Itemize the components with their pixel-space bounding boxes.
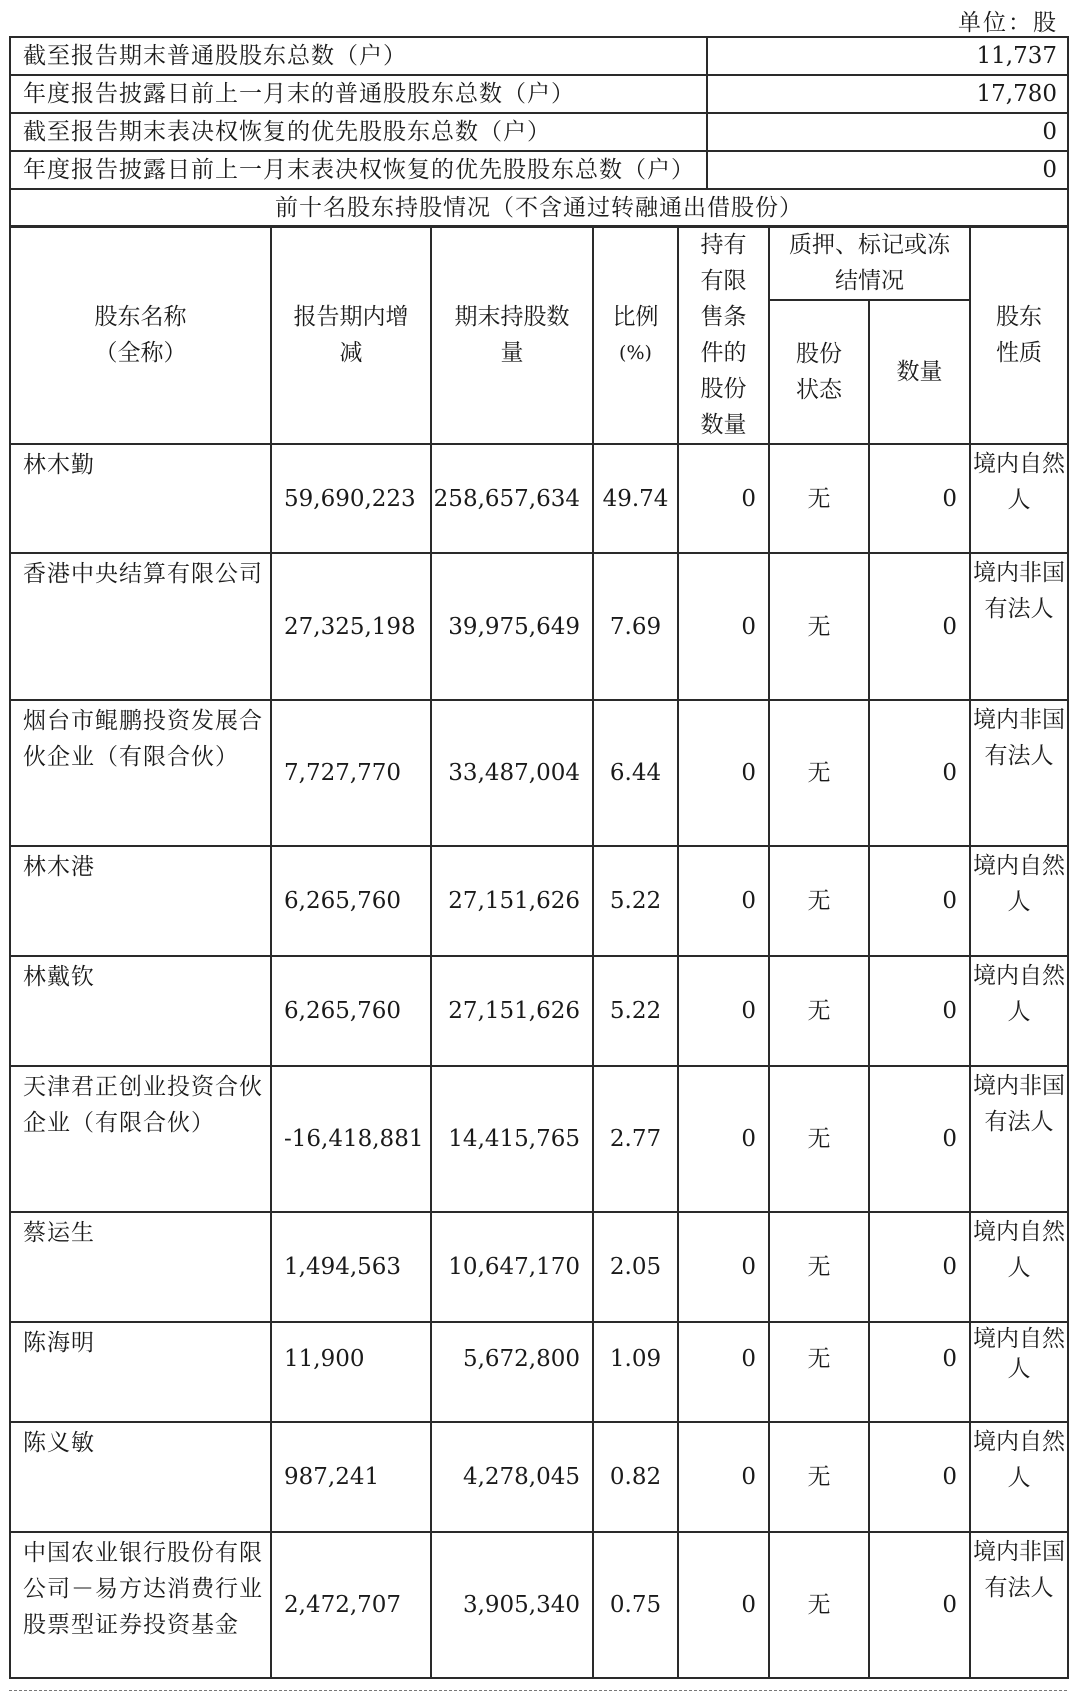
holder-ratio: 5.22 bbox=[593, 956, 678, 1066]
header-change bbox=[271, 226, 431, 444]
table-row bbox=[10, 1322, 1068, 1422]
header-share-status bbox=[769, 300, 869, 444]
header-text: 状态 bbox=[796, 377, 842, 403]
holder-status: 无 bbox=[769, 1532, 869, 1678]
header-text: 报告期内增 bbox=[293, 304, 409, 330]
summary-label: 截至报告期末普通股股东总数（户） bbox=[10, 37, 707, 75]
table-row bbox=[10, 553, 1068, 700]
holder-name: 林木勤 bbox=[10, 444, 271, 553]
header-quantity: 数量 bbox=[869, 300, 970, 444]
holder-ratio: 0.75 bbox=[593, 1532, 678, 1678]
holder-nature: 境内非国有法人 bbox=[970, 1532, 1068, 1678]
table-row bbox=[10, 1532, 1068, 1678]
holder-restricted: 0 bbox=[678, 553, 769, 700]
header-text: 量 bbox=[500, 340, 524, 366]
holder-nature: 境内自然人 bbox=[970, 956, 1068, 1066]
header-text: 股东 bbox=[996, 304, 1042, 330]
holder-status: 无 bbox=[769, 553, 869, 700]
header-text: 结情况 bbox=[835, 268, 904, 294]
header-text: 减 bbox=[339, 340, 363, 366]
holder-change: -16,418,881 bbox=[271, 1066, 431, 1212]
header-text: 数量 bbox=[700, 412, 747, 438]
holder-ratio: 1.09 bbox=[593, 1322, 678, 1422]
holder-restricted: 0 bbox=[678, 1212, 769, 1322]
holder-status: 无 bbox=[769, 1212, 869, 1322]
holder-name: 林木港 bbox=[10, 846, 271, 956]
header-text: 期末持股数 bbox=[454, 304, 570, 330]
holder-quantity: 0 bbox=[869, 1422, 970, 1532]
holder-change: 987,241 bbox=[271, 1422, 431, 1532]
page-bottom-divider bbox=[9, 1690, 1067, 1691]
holder-nature: 境内非国有法人 bbox=[970, 700, 1068, 846]
holder-name: 烟台市鲲鹏投资发展合伙企业（有限合伙） bbox=[10, 700, 271, 846]
holder-status: 无 bbox=[769, 1322, 869, 1422]
holder-change: 1,494,563 bbox=[271, 1212, 431, 1322]
holder-name: 天津君正创业投资合伙企业（有限合伙） bbox=[10, 1066, 271, 1212]
header-text: 售条 bbox=[700, 304, 747, 330]
holder-status: 无 bbox=[769, 1422, 869, 1532]
summary-row bbox=[10, 37, 1068, 75]
table-row bbox=[10, 1212, 1068, 1322]
table-row bbox=[10, 1066, 1068, 1212]
holder-change: 7,727,770 bbox=[271, 700, 431, 846]
holder-shares: 33,487,004 bbox=[431, 700, 593, 846]
holder-nature: 境内非国有法人 bbox=[970, 1066, 1068, 1212]
summary-value: 17,780 bbox=[707, 75, 1068, 113]
header-text: (%) bbox=[619, 342, 652, 364]
table-row bbox=[10, 1422, 1068, 1532]
holder-restricted: 0 bbox=[678, 1066, 769, 1212]
holder-change: 59,690,223 bbox=[271, 444, 431, 553]
holder-shares: 39,975,649 bbox=[431, 553, 593, 700]
holder-shares: 3,905,340 bbox=[431, 1532, 593, 1678]
holder-ratio: 7.69 bbox=[593, 553, 678, 700]
holder-ratio: 2.77 bbox=[593, 1066, 678, 1212]
header-text: 件的 bbox=[700, 340, 747, 366]
header-text: 股份 bbox=[796, 341, 842, 367]
holder-status: 无 bbox=[769, 444, 869, 553]
holder-nature: 境内自然人 bbox=[970, 846, 1068, 956]
header-ratio bbox=[593, 226, 678, 444]
header-text: 股份 bbox=[700, 376, 747, 402]
holder-ratio: 5.22 bbox=[593, 846, 678, 956]
holder-quantity: 0 bbox=[869, 553, 970, 700]
summary-row bbox=[10, 75, 1068, 113]
holder-restricted: 0 bbox=[678, 846, 769, 956]
table-row bbox=[10, 846, 1068, 956]
holder-status: 无 bbox=[769, 956, 869, 1066]
shareholder-summary-table bbox=[9, 36, 1069, 228]
holder-change: 6,265,760 bbox=[271, 846, 431, 956]
unit-label: 单位：股 bbox=[958, 10, 1058, 36]
holder-restricted: 0 bbox=[678, 444, 769, 553]
holder-name: 蔡运生 bbox=[10, 1212, 271, 1322]
holder-name: 香港中央结算有限公司 bbox=[10, 553, 271, 700]
header-text: 有限 bbox=[700, 268, 747, 294]
header-restricted-shares bbox=[678, 226, 769, 444]
holder-nature: 境内自然人 bbox=[970, 444, 1068, 553]
holder-change: 11,900 bbox=[271, 1322, 431, 1422]
holder-restricted: 0 bbox=[678, 1322, 769, 1422]
holder-nature: 境内自然人 bbox=[970, 1322, 1068, 1422]
holder-status: 无 bbox=[769, 700, 869, 846]
holder-ratio: 0.82 bbox=[593, 1422, 678, 1532]
holder-shares: 10,647,170 bbox=[431, 1212, 593, 1322]
holder-nature: 境内非国有法人 bbox=[970, 553, 1068, 700]
header-text: 比例 bbox=[612, 304, 659, 330]
holder-shares: 258,657,634 bbox=[431, 444, 593, 553]
summary-label: 截至报告期末表决权恢复的优先股股东总数（户） bbox=[10, 113, 707, 151]
holder-nature: 境内自然人 bbox=[970, 1422, 1068, 1532]
summary-label: 年度报告披露日前上一月末表决权恢复的优先股股东总数（户） bbox=[10, 151, 707, 189]
holder-shares: 5,672,800 bbox=[431, 1322, 593, 1422]
header-text: 性质 bbox=[996, 340, 1042, 366]
holder-quantity: 0 bbox=[869, 846, 970, 956]
holder-status: 无 bbox=[769, 846, 869, 956]
table-row bbox=[10, 956, 1068, 1066]
holder-change: 6,265,760 bbox=[271, 956, 431, 1066]
header-shares bbox=[431, 226, 593, 444]
holder-quantity: 0 bbox=[869, 1322, 970, 1422]
holder-name: 陈海明 bbox=[10, 1322, 271, 1422]
holder-ratio: 2.05 bbox=[593, 1212, 678, 1322]
holder-name: 林戴钦 bbox=[10, 956, 271, 1066]
header-text: （全称） bbox=[94, 340, 187, 366]
header-pledge bbox=[769, 226, 970, 300]
table-row bbox=[10, 444, 1068, 553]
holder-name: 陈义敏 bbox=[10, 1422, 271, 1532]
holder-restricted: 0 bbox=[678, 700, 769, 846]
section-title-row bbox=[10, 189, 1068, 227]
holder-change: 2,472,707 bbox=[271, 1532, 431, 1678]
header-text: 质押、标记或冻 bbox=[789, 232, 950, 258]
header-nature bbox=[970, 226, 1068, 444]
header-text: 持有 bbox=[700, 232, 747, 258]
holder-shares: 27,151,626 bbox=[431, 956, 593, 1066]
holder-quantity: 0 bbox=[869, 1212, 970, 1322]
summary-value: 0 bbox=[707, 113, 1068, 151]
table-row bbox=[10, 700, 1068, 846]
holder-name: 中国农业银行股份有限公司－易方达消费行业股票型证券投资基金 bbox=[10, 1532, 271, 1678]
header-holder-name bbox=[10, 226, 271, 444]
holder-quantity: 0 bbox=[869, 1532, 970, 1678]
top-ten-holders-table bbox=[9, 225, 1069, 1679]
holder-ratio: 6.44 bbox=[593, 700, 678, 846]
holder-shares: 14,415,765 bbox=[431, 1066, 593, 1212]
header-row bbox=[10, 226, 1068, 300]
summary-row bbox=[10, 151, 1068, 189]
holder-quantity: 0 bbox=[869, 444, 970, 553]
holder-quantity: 0 bbox=[869, 1066, 970, 1212]
holder-restricted: 0 bbox=[678, 956, 769, 1066]
holder-quantity: 0 bbox=[869, 700, 970, 846]
header-text: 股东名称 bbox=[94, 304, 187, 330]
holder-nature: 境内自然人 bbox=[970, 1212, 1068, 1322]
holder-change: 27,325,198 bbox=[271, 553, 431, 700]
holder-restricted: 0 bbox=[678, 1532, 769, 1678]
holder-status: 无 bbox=[769, 1066, 869, 1212]
holder-shares: 27,151,626 bbox=[431, 846, 593, 956]
section-title: 前十名股东持股情况（不含通过转融通出借股份） bbox=[10, 189, 1068, 227]
summary-value: 0 bbox=[707, 151, 1068, 189]
summary-row bbox=[10, 113, 1068, 151]
summary-value: 11,737 bbox=[707, 37, 1068, 75]
holder-quantity: 0 bbox=[869, 956, 970, 1066]
holder-shares: 4,278,045 bbox=[431, 1422, 593, 1532]
holder-ratio: 49.74 bbox=[593, 444, 678, 553]
holder-restricted: 0 bbox=[678, 1422, 769, 1532]
summary-label: 年度报告披露日前上一月末的普通股股东总数（户） bbox=[10, 75, 707, 113]
